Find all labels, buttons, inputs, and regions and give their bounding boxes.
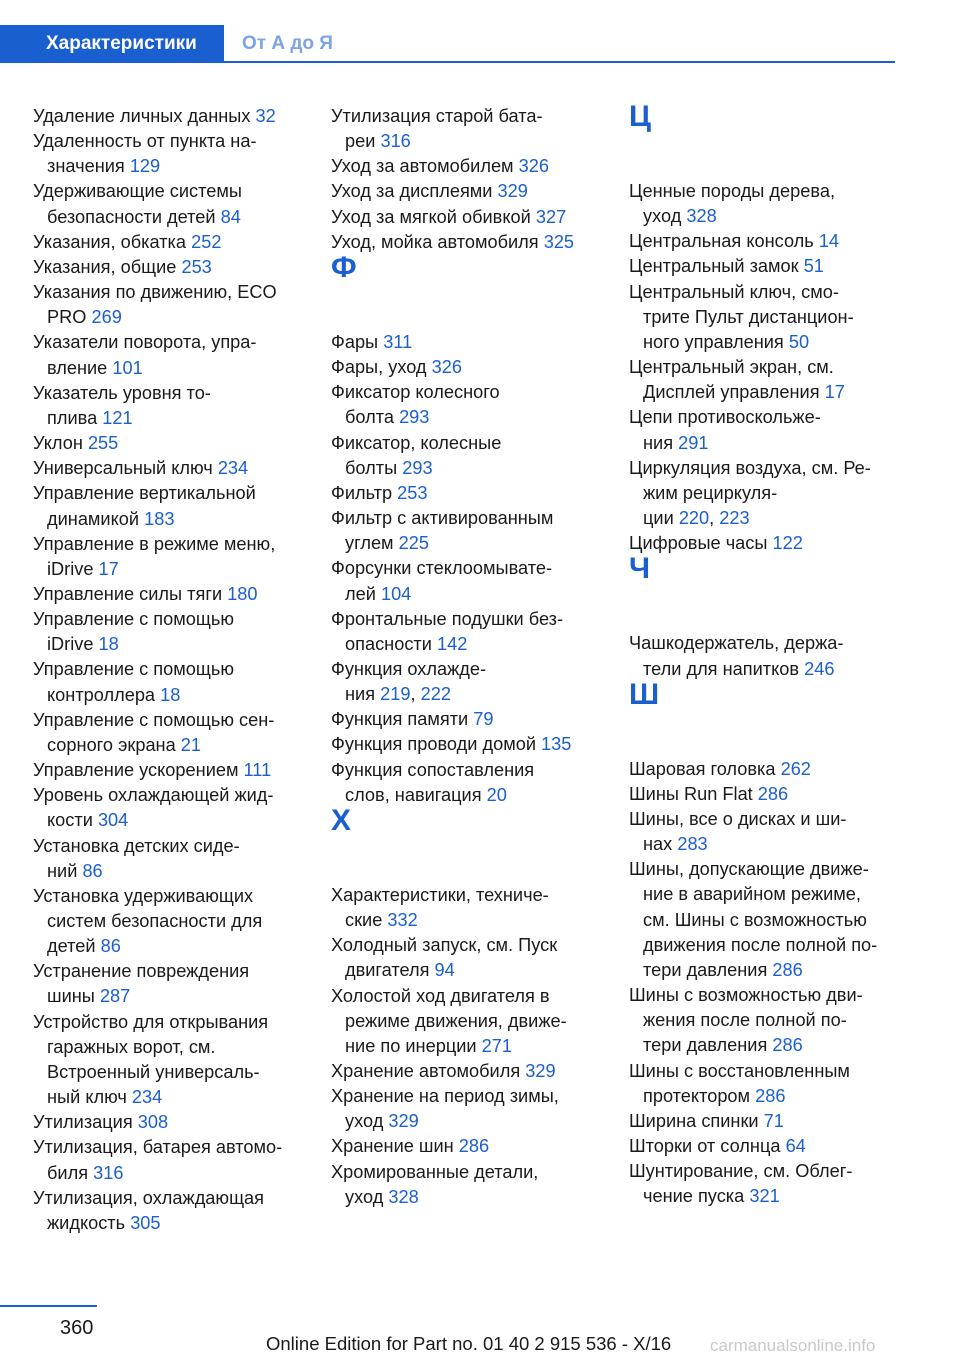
entry-text: ный ключ (47, 1087, 127, 1108)
index-entry (33, 330, 303, 380)
entry-text: Уровень охлаждающей жид‐ (33, 785, 274, 806)
index-entry (331, 758, 601, 808)
index-entry (33, 834, 303, 884)
page-link[interactable]: 286 (755, 1085, 786, 1106)
entry-text: Фары, уход (331, 357, 427, 378)
entry-text: Управление вертикальной (33, 483, 256, 504)
index-entry (629, 531, 899, 556)
entry-text: Фильтр (331, 482, 393, 503)
entry-text: жидкость (47, 1212, 126, 1233)
entry-text: двигателя (345, 960, 430, 981)
entry-text: Указания по движению, ECO (33, 282, 277, 303)
entry-text: лей (345, 583, 376, 604)
page-link[interactable]: 293 (399, 407, 430, 428)
section-letter: Х (331, 803, 352, 837)
page-link[interactable]: 111 (243, 760, 272, 781)
entry-text: уход (643, 206, 682, 227)
entry-text: значения (47, 156, 125, 177)
index-entry (629, 782, 899, 807)
page-link[interactable]: 234 (217, 458, 249, 479)
page-link[interactable]: 316 (93, 1162, 124, 1183)
entry-text: Установка детских сиде‐ (33, 835, 240, 856)
entry-text: чение пуска (643, 1186, 745, 1207)
entry-text: Уход за дисплеями (331, 181, 493, 202)
index-entry (33, 1186, 303, 1236)
entry-text: Функция охлажде‐ (331, 658, 487, 679)
entry-text: Удаленность от пункта на‐ (33, 131, 257, 152)
page-link[interactable]: 286 (458, 1136, 490, 1157)
index-entry (331, 179, 601, 204)
index-entry (629, 405, 899, 455)
page-link[interactable]: 20 (486, 784, 507, 805)
entry-text: ские (345, 910, 383, 931)
index-entry (629, 280, 899, 355)
page-link[interactable]: 255 (87, 433, 119, 454)
index-entry (33, 1010, 303, 1111)
entry-text: Центральный замок (629, 256, 799, 277)
index-entry (33, 431, 303, 456)
index-entry (331, 230, 601, 255)
index-entry (629, 631, 899, 681)
entry-text: ного управления (643, 331, 784, 352)
entry-text: опасности (345, 633, 432, 654)
entry-text: Управление с помощью (33, 609, 234, 630)
index-entry (331, 556, 601, 606)
page-link[interactable]: 283 (677, 834, 708, 855)
page-link[interactable]: 18 (160, 684, 181, 705)
entry-text: iDrive (47, 634, 94, 655)
page-link[interactable]: 252 (191, 231, 222, 252)
index-entry (331, 984, 601, 1059)
entry-text: систем безопасности для (47, 911, 263, 931)
header-tabs (0, 25, 895, 63)
entry-text: Уход за мягкой обивкой (331, 206, 531, 227)
entry-text: Хранение автомобиля (331, 1061, 521, 1081)
entry-text: безопасности детей (47, 206, 216, 227)
index-entry (33, 255, 303, 280)
entry-text: биля (47, 1162, 89, 1183)
index-entry (33, 657, 303, 707)
entry-text: Управление с помощью (33, 659, 234, 680)
page-link[interactable]: 183 (144, 508, 175, 529)
page-link[interactable]: 219 (380, 684, 411, 705)
entry-text: Функция проводи домой (331, 734, 536, 755)
entry-text: Удаление личных данных (33, 106, 251, 126)
entry-text: Чашкодержатель, держа‐ (629, 633, 844, 654)
index-entry (629, 857, 899, 983)
entry-text: Хранение на период зимы, (331, 1086, 559, 1107)
page-link[interactable]: 253 (181, 256, 212, 277)
section-letter: Ч (629, 552, 651, 586)
entry-text: Функция сопоставления (331, 759, 535, 780)
entry-text: Управление силы тяги (33, 583, 223, 604)
entry-text: Указатель уровня то‐ (33, 382, 211, 403)
index-entry (629, 807, 899, 857)
entry-text: Указания, общие (33, 256, 177, 277)
page-link[interactable]: 234 (131, 1087, 163, 1108)
entry-text: см. Шины с возможностью (643, 909, 867, 930)
page-link[interactable]: 305 (130, 1212, 161, 1233)
entry-text: Фиксатор колесного (331, 382, 500, 403)
page-link[interactable]: 104 (380, 583, 412, 604)
entry-text: Холостой ход двигателя в (331, 985, 550, 1006)
entry-text: Дисплей управления (643, 382, 820, 403)
page-link[interactable]: 246 (804, 658, 835, 679)
page-link[interactable]: 129 (129, 156, 161, 177)
entry-text: контроллера (47, 684, 156, 705)
entry-text: Встроенный универсаль‐ (47, 1061, 260, 1082)
entry-text: Центральная консоль (629, 231, 814, 252)
page-link[interactable]: 291 (678, 432, 709, 453)
index-entry (33, 884, 303, 959)
entry-text: протектором (643, 1085, 751, 1106)
entry-text: слов, навигация (345, 784, 482, 805)
entry-text: Цифровые часы (629, 533, 768, 554)
index-entry (33, 532, 303, 582)
page-link[interactable]: 64 (785, 1136, 806, 1156)
index-entry (33, 582, 303, 607)
index-entry (629, 355, 899, 405)
page-link[interactable]: 304 (97, 810, 129, 831)
entry-text: iDrive (47, 558, 94, 579)
entry-text: Фиксатор, колесные (331, 432, 502, 453)
entry-text: гаражных ворот, см. (47, 1036, 216, 1057)
page-link[interactable]: 326 (518, 156, 549, 177)
page-link[interactable]: 220 (678, 508, 710, 529)
index-entry (629, 1134, 899, 1159)
index-column-3 (629, 100, 899, 1209)
index-entry (331, 1084, 601, 1134)
index-entry (331, 883, 601, 933)
entry-text: Цепи противоскольже‐ (629, 407, 821, 428)
entry-text: PRO (47, 307, 87, 328)
page-link[interactable]: 122 (772, 533, 803, 554)
entry-text: Ширина спинки (629, 1110, 759, 1131)
entry-text: плива (47, 407, 98, 428)
page-link[interactable]: 271 (481, 1035, 512, 1056)
entry-text: тери давления (643, 959, 768, 980)
page-link[interactable]: 321 (749, 1186, 780, 1207)
entry-text: тери давления (643, 1035, 768, 1056)
entry-text: Утилизация, охлаждающая (33, 1187, 264, 1208)
entry-text: жения после полной по‐ (643, 1010, 847, 1031)
entry-text: болты (345, 457, 398, 478)
entry-text: уход (345, 1186, 384, 1207)
index-entry (331, 707, 601, 732)
entry-text: углем (345, 533, 394, 554)
entry-text: ции (643, 508, 674, 529)
page-link[interactable]: 332 (387, 910, 418, 931)
section-letter: Ф (331, 250, 357, 284)
entry-text: тели для напитков (643, 658, 800, 679)
index-entry (331, 431, 601, 481)
entry-text: Циркуляция воздуха, см. Ре‐ (629, 457, 871, 478)
page-link[interactable]: 180 (227, 583, 258, 604)
entry-text: уход (345, 1111, 384, 1132)
entry-text: Уход за автомобилем (331, 156, 514, 177)
entry-text: Управление в режиме меню, (33, 533, 276, 554)
entry-text: ние по инерции (345, 1035, 477, 1056)
page-link[interactable]: 17 (824, 382, 845, 403)
index-entry (33, 129, 303, 179)
entry-text: Управление ускорением (33, 760, 239, 781)
header-rule (0, 61, 895, 63)
entry-text: Центральный экран, см. (629, 357, 834, 378)
page-link[interactable]: 329 (497, 181, 528, 202)
page-link[interactable]: 135 (541, 734, 572, 755)
entry-text: Универсальный ключ (33, 458, 213, 479)
index-entry (331, 506, 601, 556)
entry-text: Утилизация, батарея автомо‐ (33, 1137, 283, 1158)
page-link[interactable]: 225 (398, 533, 429, 554)
entry-text: кости (47, 810, 93, 831)
entry-text: ние в аварийном режиме, (643, 884, 861, 905)
entry-text: болта (345, 407, 394, 428)
index-column-2 (331, 104, 601, 1210)
index-entry (331, 1160, 601, 1210)
page-link[interactable]: 18 (98, 634, 119, 655)
index-entry (33, 758, 303, 783)
entry-text: Фронтальные подушки без‐ (331, 608, 564, 629)
index-entry (33, 280, 303, 330)
entry-text: Функция памяти (331, 709, 469, 730)
page-link[interactable]: 32 (255, 106, 276, 126)
index-entry (331, 1059, 601, 1084)
entry-text: Шины с возможностью дви‐ (629, 985, 863, 1006)
index-entry (629, 229, 899, 254)
index-entry (33, 456, 303, 481)
page-link[interactable]: 253 (397, 482, 428, 503)
entry-text: вление (47, 357, 108, 378)
page-link[interactable]: 50 (788, 331, 810, 352)
entry-text: Форсунки стеклоомывате‐ (331, 558, 553, 579)
page-link[interactable]: 17 (98, 558, 119, 579)
page-link[interactable]: 142 (436, 633, 468, 654)
entry-text: Фильтр с активированным (331, 508, 554, 529)
edition-note: Online Edition for Part no. 01 40 2 915 536 - X/16 (266, 1333, 672, 1354)
index-entry (331, 154, 601, 179)
index-entry (33, 959, 303, 1009)
entry-text: Хранение шин (331, 1136, 454, 1157)
index-entry (331, 1134, 601, 1159)
index-entry (629, 983, 899, 1058)
entry-text: Фары (331, 331, 379, 352)
entry-text: Утилизация (33, 1112, 133, 1133)
page-link[interactable]: 71 (763, 1110, 784, 1131)
page-link[interactable]: 327 (535, 206, 567, 227)
index-entry (629, 1059, 899, 1109)
page-link[interactable]: 269 (91, 307, 122, 328)
watermark: carmanualsonline.info (710, 1336, 876, 1355)
entry-text: режиме движения, движе‐ (345, 1010, 567, 1031)
page-link[interactable]: 329 (525, 1061, 556, 1081)
page-link[interactable]: 86 (100, 936, 121, 957)
entry-text: Устранение повреждения (33, 961, 250, 982)
entry-text: Шины с восстановленным (629, 1060, 850, 1081)
entry-text: трите Пульт дистанцион‐ (643, 306, 854, 327)
page-link[interactable]: 329 (388, 1111, 419, 1132)
page-link[interactable]: 121 (102, 407, 133, 428)
entry-text: Уход, мойка автомобиля (331, 231, 539, 252)
entry-text: Утилизация старой бата‐ (331, 106, 543, 126)
page-link[interactable]: 51 (803, 256, 824, 277)
page-link[interactable]: 316 (380, 131, 411, 152)
entry-text: шины (47, 986, 95, 1007)
page-link[interactable]: 328 (686, 206, 717, 227)
entry-text: ния (643, 432, 674, 453)
index-entry (33, 1110, 303, 1135)
index-entry (331, 205, 601, 230)
index-entry (33, 179, 303, 229)
section-letter: Ш (629, 677, 660, 711)
index-entry (331, 380, 601, 430)
page-link[interactable]: 311 (383, 331, 413, 352)
page-link[interactable]: 325 (543, 231, 575, 252)
page-link[interactable]: 14 (818, 231, 840, 252)
entry-text: Ценные породы дерева, (629, 181, 836, 201)
entry-text: сорного экрана (47, 734, 176, 755)
entry-text: Центральный ключ, смо‐ (629, 281, 839, 302)
entry-text: Шаровая головка (629, 758, 776, 779)
page-link[interactable]: 287 (99, 986, 131, 1007)
index-entry (629, 757, 899, 782)
index-entry (331, 732, 601, 757)
page-link[interactable]: 222 (420, 684, 451, 705)
entry-text: Шины, допускающие движе‐ (629, 859, 869, 880)
entry-text: Шунтирование, см. Облег‐ (629, 1161, 853, 1182)
page-link[interactable]: 262 (780, 758, 811, 779)
index-entry (33, 230, 303, 255)
footer-rule (0, 1305, 97, 1307)
index-entry (331, 481, 601, 506)
index-entry (33, 481, 303, 531)
entry-text: движения после полной по‐ (643, 934, 878, 955)
index-entry (33, 783, 303, 833)
index-entry: Циркуляция воздуха, см. Ре‐ жим рециркуля‐ ции 220, 223 (629, 457, 871, 529)
page-link[interactable]: 286 (757, 783, 789, 804)
index-entry (33, 607, 303, 657)
tab-a-to-z[interactable]: От А до Я (242, 33, 333, 54)
page-link[interactable]: 286 (772, 959, 803, 980)
index-entry (629, 254, 899, 279)
index-entry (33, 381, 303, 431)
entry-text: Шины Run Flat (629, 783, 753, 804)
entry-text: Характеристики, техниче‐ (331, 884, 549, 905)
page-link[interactable]: 328 (388, 1186, 419, 1207)
entry-text: Указатели поворота, упра‐ (33, 332, 257, 353)
entry-text: Устройство для открывания (33, 1011, 269, 1032)
entry-text: Уклон (33, 433, 83, 454)
page-link[interactable]: 94 (434, 960, 455, 981)
entry-text: Холодный запуск, см. Пуск (331, 935, 558, 956)
page-link[interactable]: 286 (772, 1035, 803, 1056)
entry-text: Шины, все о дисках и ши‐ (629, 808, 847, 829)
entry-text: нах (643, 834, 673, 855)
page-number: 360 (60, 1317, 94, 1339)
page-link[interactable]: 293 (402, 457, 433, 478)
index-column-1 (33, 104, 303, 1236)
entry-text: ния (345, 684, 376, 705)
index-entry (33, 1135, 303, 1185)
page-link[interactable]: 308 (137, 1112, 169, 1133)
entry-text: Удерживающие системы (33, 181, 242, 202)
entry-text: Установка удерживающих (33, 885, 254, 906)
page-link[interactable]: 84 (220, 206, 241, 227)
index-entry (629, 179, 899, 229)
index-entry (331, 355, 601, 380)
index-entry (331, 104, 601, 154)
entry-text: динамикой (47, 508, 140, 529)
index-entry (331, 933, 601, 983)
entry-text: жим рециркуля‐ (643, 482, 778, 503)
entry-text: детей (47, 936, 96, 957)
index-entry (629, 1159, 899, 1209)
page-link[interactable]: 326 (431, 357, 462, 378)
page-link[interactable]: 86 (82, 860, 103, 881)
index-entry (33, 708, 303, 758)
index-entry (331, 607, 601, 657)
page-link[interactable]: 101 (112, 357, 143, 378)
index-entry (629, 1109, 899, 1134)
page-link[interactable]: 223 (719, 508, 750, 529)
entry-text: Хромированные детали, (331, 1161, 539, 1182)
entry-text: Указания, обкатка (33, 231, 187, 252)
entry-text: Управление с помощью сен‐ (33, 709, 275, 730)
section-letter: Ц (629, 100, 651, 133)
index-entry: Функция охлажде‐ ния 219, 222 (331, 658, 487, 705)
index-entry (33, 104, 303, 129)
tab-characteristics[interactable]: Характеристики (0, 25, 224, 63)
entry-text: Шторки от солнца (629, 1136, 781, 1156)
entry-text: ний (47, 860, 78, 881)
index-entry (331, 330, 601, 355)
entry-text: реи (345, 131, 376, 152)
page-link[interactable]: 79 (473, 709, 494, 730)
page-link[interactable]: 21 (180, 734, 202, 755)
